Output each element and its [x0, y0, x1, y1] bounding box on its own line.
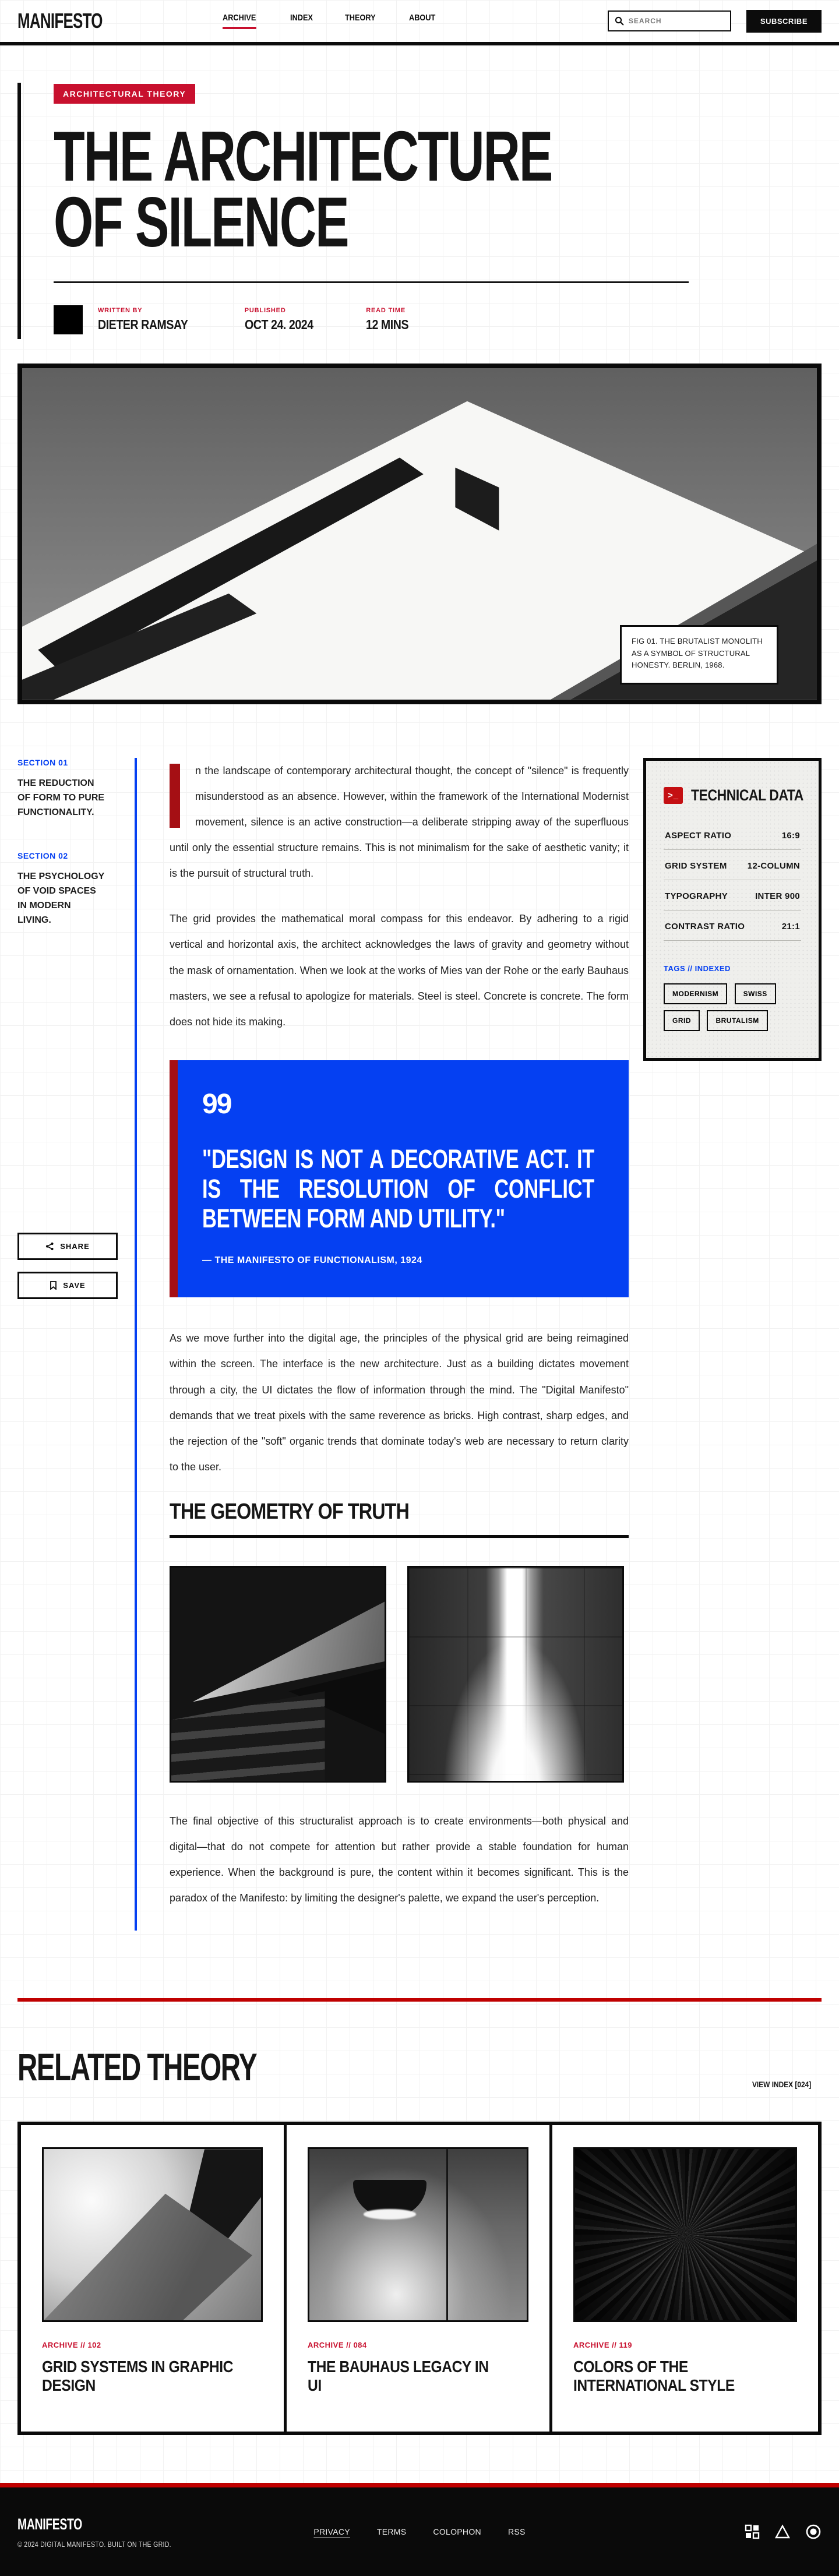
floor-glow — [409, 1568, 622, 1781]
read-time-label: READ TIME — [366, 306, 406, 314]
search-input[interactable] — [629, 17, 724, 25]
tech-label: ASPECT RATIO — [665, 830, 732, 841]
tech-label: TYPOGRAPHY — [665, 891, 728, 901]
card-image-lamp — [308, 2147, 528, 2322]
site-logo-text: MANIFESTO — [17, 9, 103, 33]
footer-copyright: © 2024 DIGITAL MANIFESTO. BUILT ON THE GRID. — [17, 2540, 171, 2549]
card-image-concrete — [42, 2147, 263, 2322]
byline-author — [98, 307, 204, 333]
article-sidebar — [17, 758, 120, 1931]
article-main-column — [135, 758, 629, 1931]
related-card-international-style[interactable] — [552, 2125, 818, 2432]
search-box[interactable] — [608, 10, 731, 31]
hero-caption: FIG 01. THE BRUTALIST MONOLITH AS A SYMBOL OF STRUCTURAL HONESTY. BERLIN, 1968. — [620, 625, 778, 684]
tech-label: GRID SYSTEM — [665, 860, 727, 871]
related-card-grid-systems[interactable] — [21, 2125, 287, 2432]
related-divider — [17, 1998, 822, 2002]
terminal-icon: >_ — [664, 787, 683, 804]
tags-label: TAGS // INDEXED — [664, 964, 731, 973]
site-footer — [0, 2483, 839, 2576]
lamp-bulb — [364, 2209, 416, 2219]
section-02-text: THE PSYCHOLOGY OF VOID SPACES IN MODERN LIVING. — [17, 871, 105, 925]
section-01-label[interactable]: SECTION 01 — [17, 757, 68, 767]
card-archive-number: ARCHIVE // 102 — [42, 2341, 101, 2350]
triangle-icon[interactable] — [775, 2524, 790, 2539]
lamp-pole — [446, 2149, 448, 2320]
lamp-glow — [309, 2149, 527, 2320]
tech-row-typography — [664, 880, 801, 911]
card-title: GRID SYSTEMS IN GRAPHIC DESIGN — [42, 2358, 234, 2394]
published-date: OCT 24. 2024 — [244, 316, 313, 332]
technical-data-panel — [643, 758, 822, 1061]
pull-quote — [170, 1060, 629, 1298]
paragraph-2: The grid provides the mathematical moral compass for this endeavor. By adhering to a rigid vertical and horizontal axis, the architect acknowledges the laws of gravity and geometry without the mask of ornamentation. When we look at the works of Mies van der Rohe or the early Bauhaus masters, we see a refusal to apologize for materials. Steel is steel. Concrete is concrete. The form does not hide its making. — [170, 913, 629, 1028]
nav-item-index[interactable]: INDEX — [290, 13, 313, 23]
article-header — [17, 83, 822, 339]
tech-row-aspect-ratio — [664, 820, 801, 850]
tech-value: 12-COLUMN — [747, 860, 800, 871]
tag-swiss[interactable]: SWISS — [735, 983, 776, 1004]
section-02-label[interactable]: SECTION 02 — [17, 851, 68, 861]
site-header — [0, 0, 839, 45]
tag-modernism[interactable]: MODERNISM — [664, 983, 727, 1004]
card-title: COLORS OF THE INTERNATIONAL STYLE — [573, 2358, 735, 2394]
view-index-link[interactable]: VIEW INDEX [024] — [752, 2080, 812, 2090]
article-title-line1: THE ARCHITECTURE — [54, 117, 552, 196]
nav-item-archive[interactable]: ARCHIVE — [223, 13, 256, 29]
footer-link-privacy[interactable]: PRIVACY — [313, 2527, 350, 2537]
card-archive-number: ARCHIVE // 084 — [308, 2341, 367, 2350]
quote-text: "DESIGN IS NOT A DECORATIVE ACT. IT IS THE RESOLUTION OF CONFLICT BETWEEN FORM AND UTILITY." — [202, 1144, 594, 1233]
tech-value: 21:1 — [781, 921, 800, 931]
quote-mark: 99 — [202, 1088, 231, 1120]
nav-item-theory[interactable]: THEORY — [344, 13, 376, 23]
card-archive-number: ARCHIVE // 119 — [573, 2341, 632, 2350]
published-label: PUBLISHED — [244, 306, 286, 314]
article-body — [17, 758, 822, 1931]
article-title-line2: OF SILENCE — [54, 182, 348, 262]
tech-value: 16:9 — [781, 830, 800, 841]
byline-published — [245, 307, 325, 333]
read-time-value: 12 MINS — [366, 316, 409, 332]
section-01-text: THE REDUCTION OF FORM TO PURE FUNCTIONALITY. — [17, 778, 105, 817]
save-button-label: SAVE — [63, 1281, 86, 1290]
footer-link-terms[interactable]: TERMS — [376, 2527, 407, 2537]
section-heading-rule — [170, 1535, 629, 1538]
kaleidoscope-shade — [575, 2149, 795, 2320]
tech-rows — [664, 820, 801, 941]
footer-link-colophon[interactable]: COLOPHON — [433, 2527, 481, 2537]
tech-panel-title: TECHNICAL DATA — [691, 786, 804, 804]
nav-item-about[interactable]: ABOUT — [408, 13, 435, 23]
tech-row-contrast-ratio — [664, 911, 801, 941]
card-image-kaleidoscope — [573, 2147, 797, 2322]
tag-grid[interactable]: GRID — [664, 1010, 700, 1031]
figure-stairs-image — [170, 1566, 386, 1783]
related-card-bauhaus-legacy[interactable] — [287, 2125, 552, 2432]
site-logo — [17, 9, 135, 33]
tag-chips — [664, 978, 801, 1031]
main-nav — [223, 13, 440, 29]
category-tag[interactable]: ARCHITECTURAL THEORY — [54, 84, 195, 104]
footer-link-rss[interactable]: RSS — [507, 2527, 526, 2537]
paragraph-3: As we move further into the digital age, the principles of the physical grid are being reimagined within the screen. The interface is the new architecture. Just as a building dictates movement through a city, the UI dictates the flow of information through the mind. The "Digital Manifesto" demands that we treat pixels with the same reverence as bricks. High contrast, sharp edges, and the rejection of the "soft" organic trends that dominate today's web are necessary to return clarity to the user. — [170, 1332, 629, 1473]
paragraph-1 — [170, 758, 629, 886]
title-rule — [54, 281, 689, 283]
tech-value: INTER 900 — [755, 891, 800, 901]
byline-read-time — [366, 307, 416, 333]
footer-links — [313, 2527, 525, 2536]
stairs-steps — [171, 1691, 325, 1781]
section-heading: THE GEOMETRY OF TRUTH — [170, 1499, 410, 1524]
related-cards — [17, 2122, 822, 2435]
article-title — [54, 117, 822, 262]
tech-label: CONTRAST RATIO — [665, 921, 745, 931]
bookmark-icon — [50, 1281, 57, 1290]
figure-row — [170, 1566, 629, 1783]
paragraph-4: The final objective of this structuralist approach is to create environments—both physical and digital—that do not compete for attention but rather provide a stable foundation for human experience. When the background is pure, the content within it becomes significant. This is the paradox of the Manifesto: by limiting the designer's palette, we expand the user's perception. — [170, 1815, 629, 1904]
paragraph-1-text: n the landscape of contemporary architectural thought, the concept of "silence" is frequently misunderstood as an absence. However, within the framework of the International Modernist movement, silence is an active construction—a deliberate stripping away of the superfluous until only the essential structure remains. This is not minimalism for the sake of aesthetic vanity; it is the pursuit of structural truth. — [170, 764, 629, 880]
footer-icons — [526, 2524, 822, 2540]
share-button-label: SHARE — [60, 1242, 90, 1251]
save-button[interactable] — [17, 1272, 118, 1299]
tag-brutalism[interactable]: BRUTALISM — [707, 1010, 767, 1031]
dropcap — [170, 764, 180, 828]
share-icon — [45, 1242, 54, 1251]
subscribe-button[interactable]: SUBSCRIBE — [746, 10, 822, 33]
byline — [54, 305, 822, 334]
share-button[interactable] — [17, 1233, 118, 1260]
footer-logo: MANIFESTO — [17, 2515, 82, 2533]
figure-light-slit-image — [407, 1566, 624, 1783]
author-avatar — [54, 305, 83, 334]
grid-icon[interactable] — [745, 2524, 760, 2539]
target-icon[interactable] — [805, 2524, 822, 2540]
card-title: THE BAUHAUS LEGACY IN UI — [308, 2358, 489, 2394]
hero-image — [17, 364, 822, 704]
quote-attribution: — THE MANIFESTO OF FUNCTIONALISM, 1924 — [202, 1255, 422, 1266]
written-by-label: WRITTEN BY — [98, 306, 143, 314]
header-right — [608, 10, 822, 33]
tech-panel-header — [664, 786, 804, 804]
author-name: DIETER RAMSAY — [98, 316, 188, 332]
search-icon — [615, 16, 624, 26]
related-header — [0, 2045, 839, 2089]
related-title: RELATED THEORY — [17, 2045, 257, 2089]
tech-row-grid-system — [664, 850, 801, 880]
footer-left — [17, 2515, 313, 2549]
